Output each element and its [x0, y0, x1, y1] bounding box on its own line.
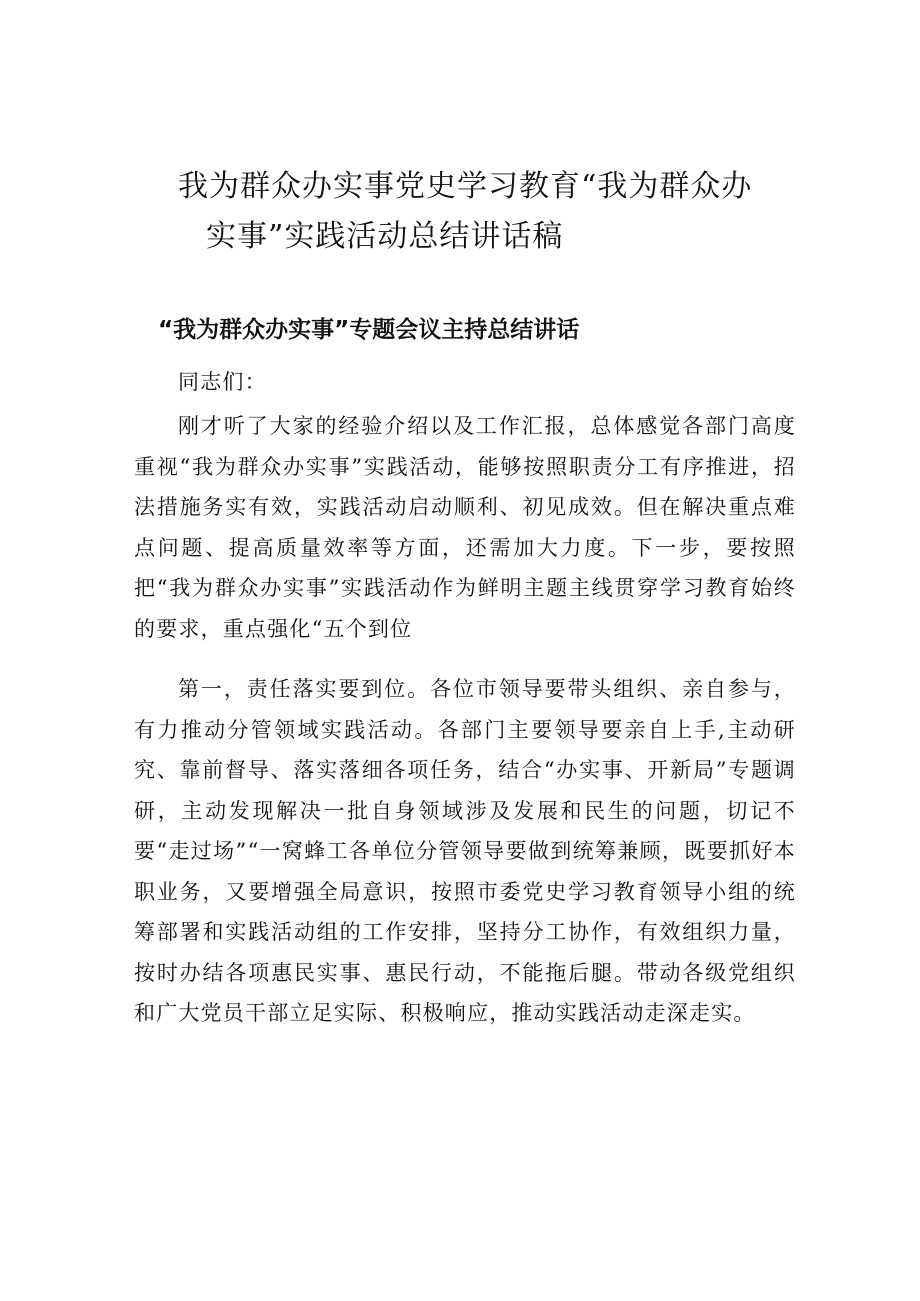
document-title-line-1: 我为群众办实事党史学习教育“我为群众办 — [178, 169, 753, 204]
paragraph-1: 刚才听了大家的经验介绍以及工作汇报，总体感觉各部门高度重视“我为群众办实事”实践活动，能够按照职责分工有序推进，招法措施务实有效，实践活动启动顺利、初见成效。但在解决重点难点问题、提高质量效率等方面，还需加大力度。下一步，要按照把“我为群众办实事”实践活动作为鲜明主题主线贯穿学习教育始终的要求，重点强化“五个到位 — [134, 414, 796, 641]
paragraph-2: 第一，责任落实要到位。各位市领导要带头组织、亲自参与，有力推动分管领域实践活动。各部门主要领导要亲自上手,主动研究、靠前督导、落实落细各项任务，结合“办实事、开新局”专题调研，主动发现解决一批自身领域涉及发展和民生的问题，切记不要“走过场”“一窝蜂工各单位分管领导要做到统筹兼顾，既要抓好本职业务，又要增强全局意识，按照市委党史学习教育领导小组的统筹部署和实践活动组的工作安排，坚持分工协作，有效组织力量，按时办结各项惠民实事、惠民行动，不能拖后腿。带动各级党组织和广大党员干部立足实际、积极响应，推动实践活动走深走实。 — [134, 677, 796, 1025]
document-title-line-2: 实事”实践活动总结讲话稿 — [206, 219, 564, 254]
document-title — [178, 162, 818, 262]
greeting: 同志们： — [178, 370, 267, 394]
section-heading: “我为群众办实事”专题会议主持总结讲话 — [158, 317, 580, 343]
